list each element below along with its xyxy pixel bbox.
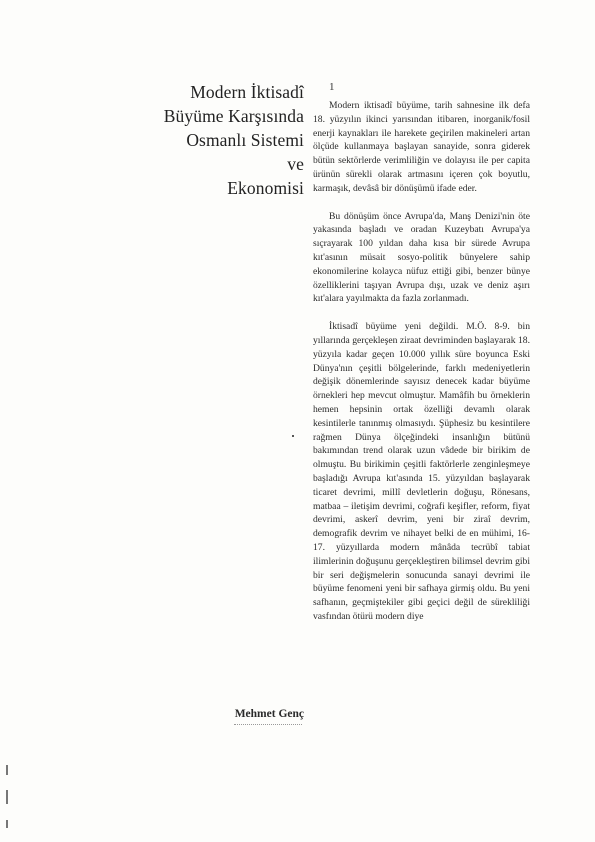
scan-edge-mark — [6, 820, 8, 828]
body-paragraph-3: İktisadî büyüme yeni değildi. M.Ö. 8-9. bin yıllarında gerçekleşen ziraat devriminden başlayarak 18. yüzyıla kadar geçen 10.000 yıllık süre boyunca Eski Dünya'nın çeşitli bölgelerinde, farklı medeniyetlerin değişik dönemlerinde sayısız denecek kadar büyüme örnekleri hep mevcut olmuştur. Mamâfih bu örneklerin hemen hepsinin ortak özelliği devamlı olarak kesintilerle tanınmış olmasıydı. Şüphesiz bu kesintilere rağmen Dünya ölçeğindeki insanlığın bütünü bakımından trend olarak uzun vâdede bir birikim de olmuştu. Bu birikimin çeşitli faktörlerle zenginleşmeye başladığı Avrupa kıt'asında 15. yüzyıldan başlayarak ticaret devrimi, millî devletlerin doğuşu, Rönesans, matbaa – iletişim devrimi, coğrafi keşifler, reform, fiyat devrimi, askerî devrim, yeni bir ziraî devrim, demografik devrim ve nihayet belki de en mühimi, 16-17. yüzyıllarda modern mânâda tecrübî tabiat ilimlerinin doğuşunu gerçekleştiren bilimsel devrim gibi bir seri değişmelerin sonucunda sanayi devrimi ile büyüme fenomeni yeni bir safhaya girmiş oldu. Bu yeni safhanın, geçmiştekiler gibi geçici değil de sürekliliği vasfından ötürü modern diye — [313, 321, 530, 622]
author-name: Mehmet Genç — [234, 708, 304, 720]
body-text-column — [313, 99, 530, 638]
scan-speck — [292, 435, 294, 437]
body-paragraph-2: Bu dönüşüm önce Avrupa'da, Manş Denizi'nin öte yakasında başladı ve oradan Kuzeybatı Avrupa'ya sıçrayarak 100 yıldan daha kısa bir sürede Avrupa kıt'asının müsait sosyo-politik bünyelere sahip ekonomilerine kolayca nüfuz ettiği gibi, benzer bünye özelliklerini taşıyan Avrupa dışı, uzak ve deniz aşırı kıt'alara yayılmakta da fazla zorlanmadı. — [313, 210, 530, 305]
article-title — [120, 80, 304, 200]
title-line-5: Ekonomisi — [227, 178, 304, 198]
page-number: 1 — [329, 81, 335, 93]
author-underline — [234, 724, 302, 726]
scan-edge-mark — [6, 765, 8, 775]
title-line-1: Modern İktisadî — [190, 82, 304, 102]
title-line-3: Osmanlı Sistemi — [186, 130, 304, 150]
scan-edge-mark — [6, 790, 8, 804]
body-paragraph-1: Modern iktisadî büyüme, tarih sahnesine ilk defa 18. yüzyılın ikinci yarısından itibaren, inorganik/fosil enerji kaynakları ile harekete geçirilen makineleri artan ölçüde kullanmaya başlayan sanayide, sonra giderek bütün sektörlerde verimliliğin ve dolayısı ile per capita ürünün sürekli olarak artmasını içeren çok boyutlu, karmaşık, devâsâ bir dönüşümü ifade eder. — [313, 100, 530, 194]
title-line-4: ve — [287, 154, 304, 174]
title-line-2: Büyüme Karşısında — [163, 106, 304, 126]
